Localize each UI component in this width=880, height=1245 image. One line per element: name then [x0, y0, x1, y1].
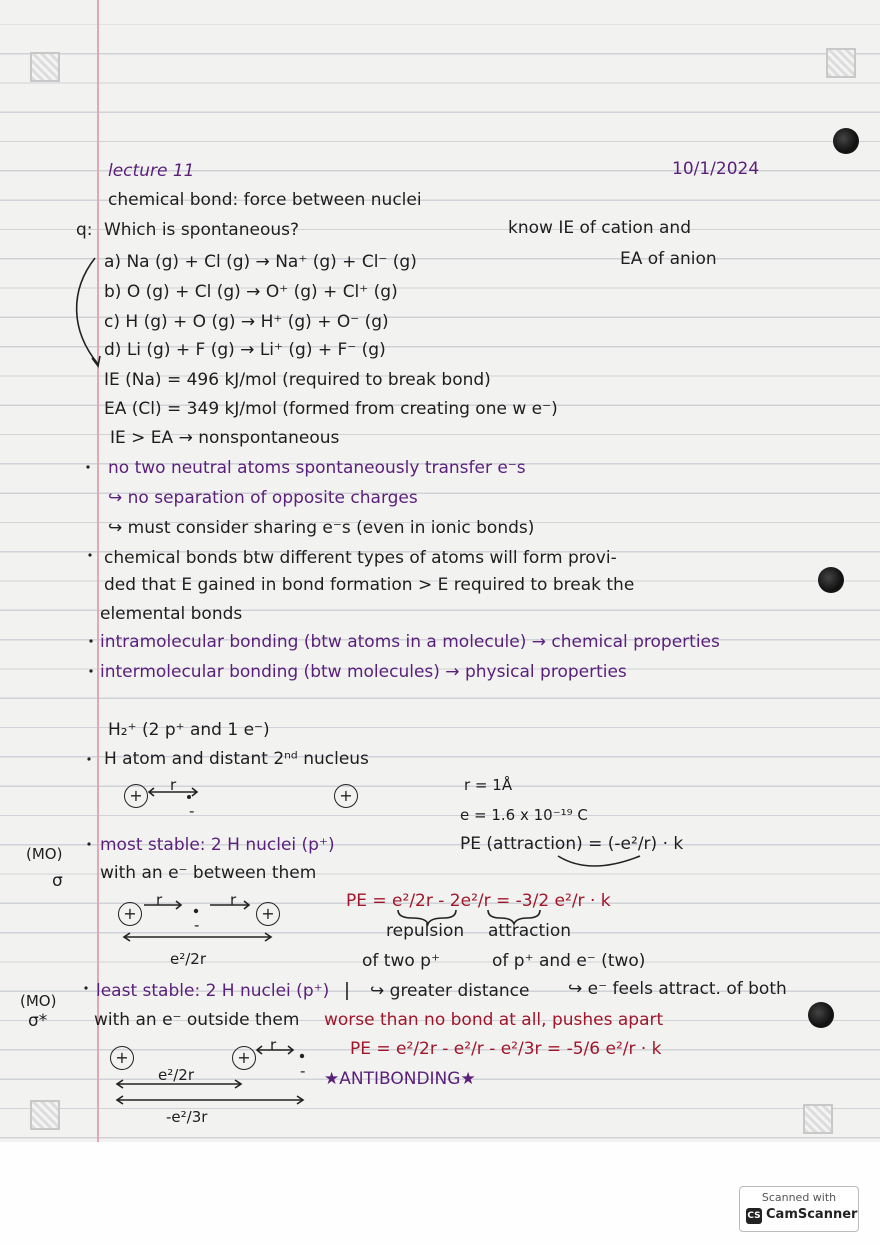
- note-line: chemical bond: force between nuclei: [108, 190, 422, 210]
- proton-icon: +: [118, 902, 142, 926]
- camscanner-logo-icon: CS: [746, 1208, 762, 1224]
- note-line: ↪ must consider sharing e⁻s (even in ionic bonds): [108, 518, 535, 538]
- distance-label: -e²/3r: [166, 1108, 208, 1126]
- note-line: ↪ greater distance: [370, 981, 530, 1001]
- distance-label: e²/2r: [170, 950, 207, 968]
- mo-label: (MO): [20, 992, 57, 1010]
- note-line: e = 1.6 x 10⁻¹⁹ C: [460, 806, 588, 824]
- note-line: a) Na (g) + Cl (g) → Na⁺ (g) + Cl⁻ (g): [104, 252, 417, 272]
- distance-label: e²/2r: [158, 1066, 195, 1084]
- note-line: H₂⁺ (2 p⁺ and 1 e⁻): [108, 720, 270, 740]
- note-line: with an e⁻ outside them: [94, 1010, 300, 1030]
- lecture-date: 10/1/2024: [672, 159, 760, 179]
- note-line: worse than no bond at all, pushes apart: [324, 1010, 664, 1030]
- lecture-title: lecture 11: [108, 161, 195, 181]
- scanner-caption: Scanned with: [761, 1191, 837, 1204]
- mo-label: (MO): [26, 845, 63, 863]
- distance-label: r: [230, 891, 237, 909]
- note-line: IE (Na) = 496 kJ/mol (required to break bond): [104, 370, 491, 390]
- sigma-label: σ: [52, 871, 63, 891]
- note-line: PE = e²/2r - e²/r - e²/3r = -5/6 e²/r · k: [350, 1039, 662, 1059]
- note-line: no two neutral atoms spontaneously transfer e⁻s: [108, 458, 526, 478]
- note-line: intermolecular bonding (btw molecules) → physical properties: [100, 662, 627, 682]
- electron-minus-label: -: [300, 1062, 306, 1080]
- note-line: H atom and distant 2ⁿᵈ nucleus: [104, 749, 369, 769]
- note-line: repulsion: [386, 921, 465, 941]
- distance-label: r: [170, 776, 177, 794]
- proton-icon: +: [110, 1046, 134, 1070]
- sigma-star-label: σ*: [28, 1011, 48, 1031]
- electron-minus-label: -: [189, 802, 195, 820]
- distance-label: r: [156, 891, 163, 909]
- electron-minus-label: -: [194, 916, 200, 934]
- note-line: PE = e²/2r - 2e²/r = -3/2 e²/r · k: [346, 891, 611, 911]
- note-line: d) Li (g) + F (g) → Li⁺ (g) + F⁻ (g): [104, 340, 386, 360]
- proton-icon: +: [256, 902, 280, 926]
- note-line: intramolecular bonding (btw atoms in a molecule) → chemical properties: [100, 632, 720, 652]
- note-line: PE (attraction) = (-e²/r) · k: [460, 834, 684, 854]
- note-line: of two p⁺: [362, 951, 440, 971]
- note-line: attraction: [488, 921, 572, 941]
- note-line: b) O (g) + Cl (g) → O⁺ (g) + Cl⁺ (g): [104, 282, 398, 302]
- note-line: most stable: 2 H nuclei (p⁺): [100, 835, 335, 855]
- note-line: r = 1Å: [464, 776, 513, 794]
- distance-label: r: [270, 1036, 277, 1054]
- note-line: Which is spontaneous?: [104, 220, 300, 240]
- note-line: with an e⁻ between them: [100, 863, 317, 883]
- note-line: EA of anion: [620, 249, 717, 269]
- note-line: ded that E gained in bond formation > E required to break the: [104, 575, 635, 595]
- note-line: elemental bonds: [100, 604, 243, 624]
- note-line: ↪ e⁻ feels attract. of both: [568, 979, 787, 999]
- note-line: c) H (g) + O (g) → H⁺ (g) + O⁻ (g): [104, 312, 389, 332]
- scanner-brand: CamScanner: [766, 1207, 858, 1222]
- note-line: chemical bonds btw different types of atoms will form provi-: [104, 548, 617, 568]
- question-label: q:: [76, 220, 93, 240]
- note-line: ↪ no separation of opposite charges: [108, 488, 418, 508]
- scanner-watermark: [739, 1186, 859, 1232]
- note-line: IE > EA → nonspontaneous: [110, 428, 340, 448]
- note-line: of p⁺ and e⁻ (two): [492, 951, 646, 971]
- note-line: know IE of cation and: [508, 218, 691, 238]
- proton-icon: +: [124, 784, 148, 808]
- note-line: EA (Cl) = 349 kJ/mol (formed from creating one w e⁻): [104, 399, 558, 419]
- note-line: least stable: 2 H nuclei (p⁺): [96, 981, 330, 1001]
- proton-icon: +: [232, 1046, 256, 1070]
- note-line: ★ANTIBONDING★: [324, 1069, 476, 1089]
- proton-icon: +: [334, 784, 358, 808]
